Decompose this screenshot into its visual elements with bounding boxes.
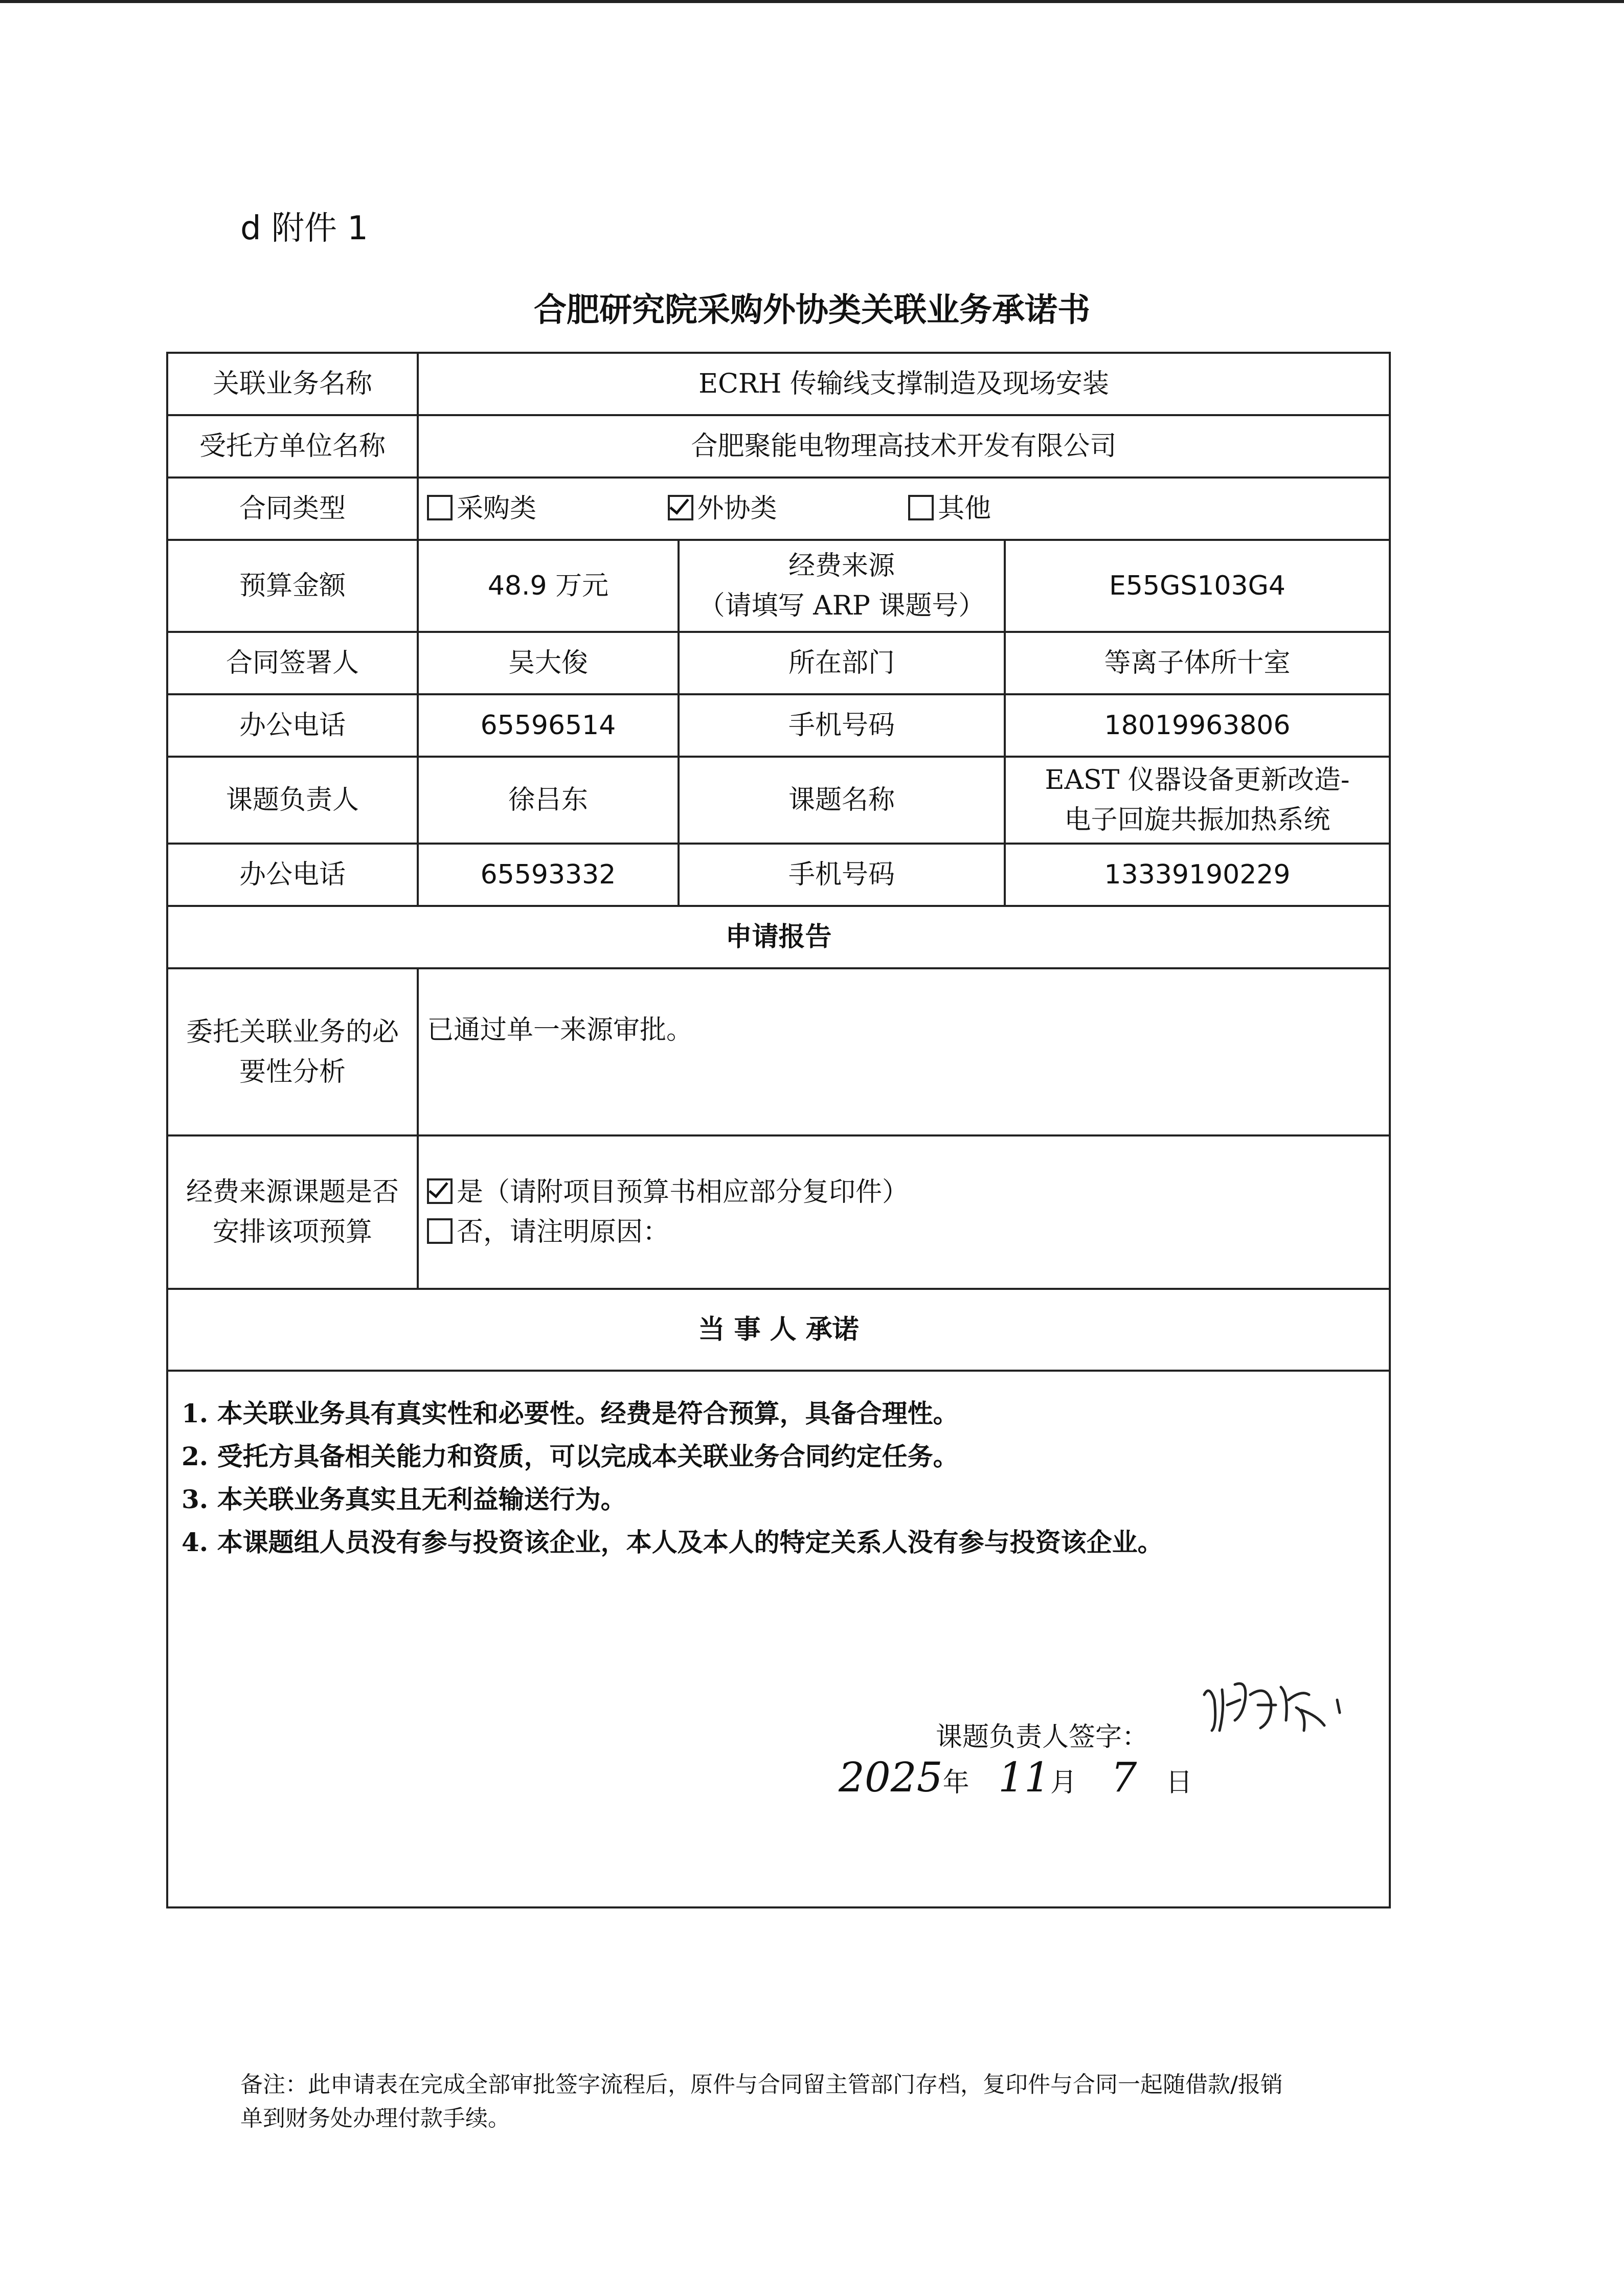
row-contract-signer [167, 632, 1390, 694]
pledge-item: 1. 本关联业务具有真实性和必要性。经费是符合预算，具备合理性。 [182, 1398, 959, 1428]
project-name-label: 课题名称 [679, 757, 1005, 844]
business-name-label: 关联业务名称 [167, 353, 418, 415]
page-top-border [0, 0, 1624, 3]
necessity-label: 委托关联业务的必 要性分析 [167, 968, 418, 1135]
contract-signer-value: 吴大俊 [418, 632, 679, 694]
row-contract-type [167, 478, 1390, 540]
mobile-label-2: 手机号码 [679, 844, 1005, 906]
budget-arranged-options [418, 1135, 1390, 1289]
row-entrusted-unit [167, 415, 1390, 478]
pledge-list [176, 1392, 1381, 1564]
budget-value: 48.9 万元 [418, 540, 679, 632]
pledge-item: 4. 本课题组人员没有参与投资该企业，本人及本人的特定关系人没有参与投资该企业。 [182, 1527, 1163, 1557]
checkbox-outsourcing[interactable] [668, 495, 693, 520]
project-leader-label: 课题负责人 [167, 757, 418, 844]
option-outsourcing[interactable]: 外协类 [668, 489, 777, 529]
date-month: 11 [998, 1754, 1050, 1801]
contract-type-options [418, 478, 1390, 540]
contract-signer-label: 合同签署人 [167, 632, 418, 694]
checkbox-other[interactable] [908, 495, 934, 520]
document-title: 合肥研究院采购外协类关联业务承诺书 [534, 291, 1090, 329]
row-pledge-header [167, 1289, 1390, 1371]
row-business-name [167, 353, 1390, 415]
row-necessity [167, 968, 1390, 1135]
office-phone-value: 65596514 [418, 694, 679, 757]
attachment-label: d 附件 1 [240, 210, 369, 247]
pledge-body [167, 1371, 1390, 1907]
checkbox-yes[interactable] [427, 1178, 453, 1204]
department-value: 等离子体所十室 [1005, 632, 1390, 694]
row-office-phone [167, 694, 1390, 757]
mobile-value: 18019963806 [1005, 694, 1390, 757]
funding-source-label: 经费来源 （请填写 ARP 课题号） [679, 540, 1005, 632]
mobile-value-2: 13339190229 [1005, 844, 1390, 906]
entrusted-unit-value: 合肥聚能电物理高技术开发有限公司 [418, 415, 1390, 478]
option-yes[interactable]: 是（请附项目预算书相应部分复印件） [427, 1172, 1381, 1212]
entrusted-unit-label: 受托方单位名称 [167, 415, 418, 478]
office-phone-value-2: 65593332 [418, 844, 679, 906]
signature-label: 课题负责人签字： [936, 1722, 1149, 1753]
project-leader-value: 徐吕东 [418, 757, 679, 844]
funding-source-value: E55GS103G4 [1005, 540, 1390, 632]
checkbox-purchase[interactable] [427, 495, 453, 520]
date-year: 2025 [839, 1754, 943, 1801]
option-other[interactable]: 其他 [908, 489, 991, 529]
option-purchase[interactable]: 采购类 [427, 489, 536, 529]
mobile-label: 手机号码 [679, 694, 1005, 757]
application-section-title: 申请报告 [167, 906, 1390, 968]
budget-label: 预算金额 [167, 540, 418, 632]
row-budget-arranged [167, 1135, 1390, 1289]
office-phone-label-2: 办公电话 [167, 844, 418, 906]
option-no[interactable]: 否，请注明原因： [427, 1212, 1381, 1252]
row-application-header [167, 906, 1390, 968]
footer-note: 备注：此申请表在完成全部审批签字流程后，原件与合同留主管部门存档，复印件与合同一起随借款/报销 单到财务处办理付款手续。 [240, 2072, 1283, 2131]
row-budget [167, 540, 1390, 632]
project-name-value: EAST 仪器设备更新改造- 电子回旋共振加热系统 [1005, 757, 1390, 844]
department-label: 所在部门 [679, 632, 1005, 694]
row-office-phone-2 [167, 844, 1390, 906]
office-phone-label: 办公电话 [167, 694, 418, 757]
checkbox-no[interactable] [427, 1218, 453, 1244]
row-pledge-body [167, 1371, 1390, 1907]
business-name-value: ECRH 传输线支撑制造及现场安装 [418, 353, 1390, 415]
pledge-item: 2. 受托方具备相关能力和资质，可以完成本关联业务合同约定任务。 [182, 1441, 959, 1471]
signature-date: 2025年 11月 7 日 [839, 1754, 1192, 1801]
row-project-leader [167, 757, 1390, 844]
budget-arranged-label: 经费来源课题是否 安排该项预算 [167, 1135, 418, 1289]
pledge-item: 3. 本关联业务真实且无利益输送行为。 [182, 1484, 626, 1514]
necessity-value: 已通过单一来源审批。 [418, 968, 1390, 1135]
date-day: 7 [1111, 1754, 1137, 1801]
contract-type-label: 合同类型 [167, 478, 418, 540]
pledge-section-title: 当 事 人 承诺 [167, 1289, 1390, 1371]
handwritten-signature [1199, 1664, 1352, 1741]
